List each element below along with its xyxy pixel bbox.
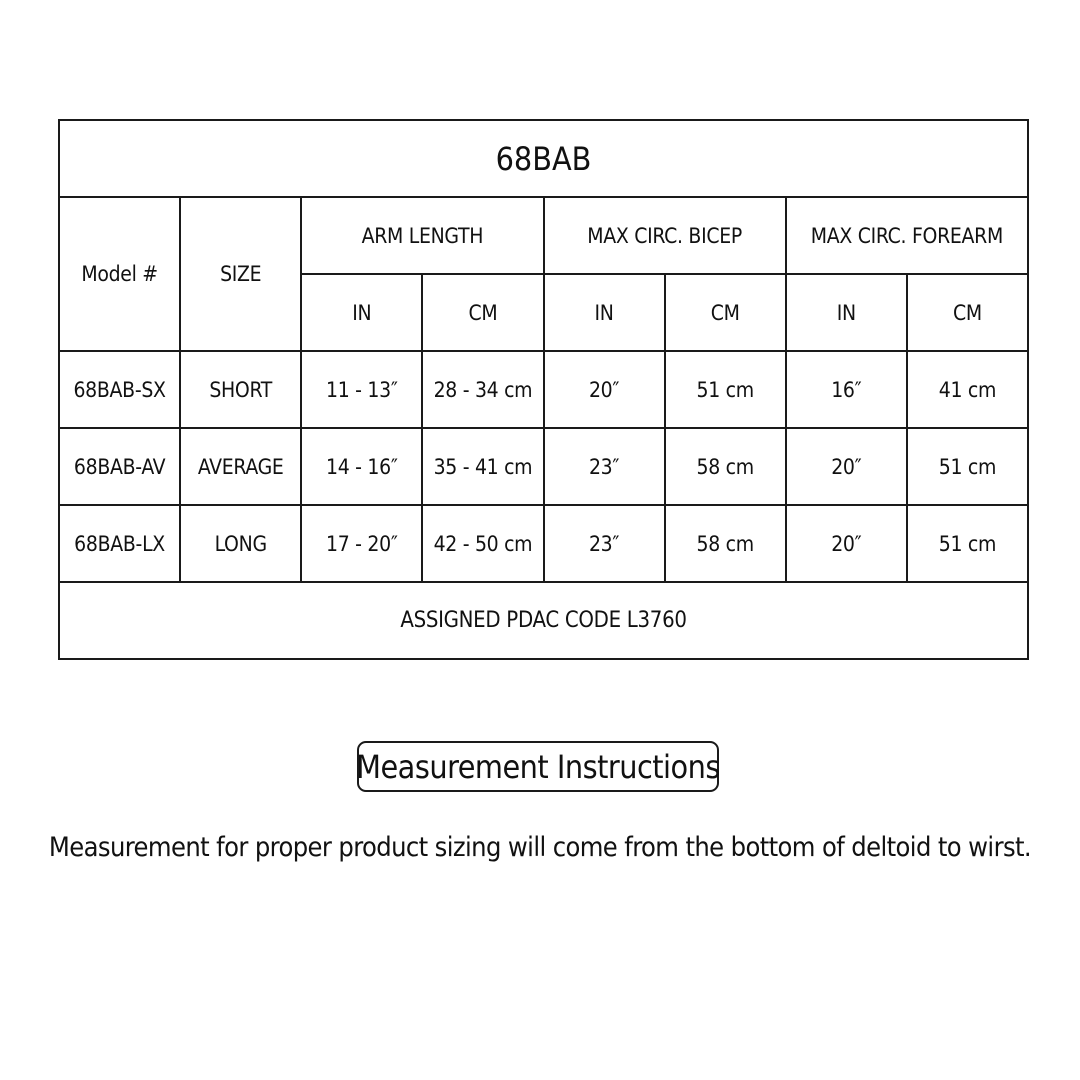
footer-row xyxy=(59,582,1028,659)
table-row xyxy=(59,428,1028,505)
unit-header: CM xyxy=(422,274,543,351)
arm-length-header: ARM LENGTH xyxy=(301,197,543,274)
model-cell: 68BAB-AV xyxy=(59,428,180,505)
pdac-code: ASSIGNED PDAC CODE L3760 xyxy=(59,582,1028,659)
model-header: Model # xyxy=(59,197,180,351)
bicep-in-cell: 23″ xyxy=(544,428,665,505)
table-row xyxy=(59,351,1028,428)
bicep-cm-cell: 51 cm xyxy=(665,351,786,428)
bicep-in-cell: 20″ xyxy=(544,351,665,428)
size-cell: LONG xyxy=(180,505,301,582)
arm-length-cm-cell: 35 - 41 cm xyxy=(422,428,543,505)
forearm-in-cell: 16″ xyxy=(786,351,907,428)
arm-length-in-cell: 11 - 13″ xyxy=(301,351,422,428)
size-cell: AVERAGE xyxy=(180,428,301,505)
forearm-header: MAX CIRC. FOREARM xyxy=(786,197,1028,274)
model-cell: 68BAB-SX xyxy=(59,351,180,428)
table-title: 68BAB xyxy=(59,120,1028,197)
arm-length-cm-cell: 28 - 34 cm xyxy=(422,351,543,428)
bicep-cm-cell: 58 cm xyxy=(665,428,786,505)
size-chart-table xyxy=(58,119,1029,660)
bicep-cm-cell: 58 cm xyxy=(665,505,786,582)
unit-header: IN xyxy=(544,274,665,351)
unit-header: IN xyxy=(301,274,422,351)
size-cell: SHORT xyxy=(180,351,301,428)
size-header: SIZE xyxy=(180,197,301,351)
bicep-header: MAX CIRC. BICEP xyxy=(544,197,786,274)
forearm-cm-cell: 51 cm xyxy=(907,505,1028,582)
arm-length-in-cell: 17 - 20″ xyxy=(301,505,422,582)
forearm-in-cell: 20″ xyxy=(786,505,907,582)
title-row xyxy=(59,120,1028,197)
forearm-in-cell: 20″ xyxy=(786,428,907,505)
unit-header: CM xyxy=(907,274,1028,351)
bicep-in-cell: 23″ xyxy=(544,505,665,582)
model-cell: 68BAB-LX xyxy=(59,505,180,582)
instructions-text: Measurement for proper product sizing will come from the bottom of deltoid to wirst. xyxy=(48,832,1032,863)
forearm-cm-cell: 51 cm xyxy=(907,428,1028,505)
forearm-cm-cell: 41 cm xyxy=(907,351,1028,428)
arm-length-in-cell: 14 - 16″ xyxy=(301,428,422,505)
unit-header: IN xyxy=(786,274,907,351)
unit-header: CM xyxy=(665,274,786,351)
table-row xyxy=(59,505,1028,582)
instructions-heading: Measurement Instructions xyxy=(357,741,719,792)
group-header-row xyxy=(59,197,1028,274)
arm-length-cm-cell: 42 - 50 cm xyxy=(422,505,543,582)
